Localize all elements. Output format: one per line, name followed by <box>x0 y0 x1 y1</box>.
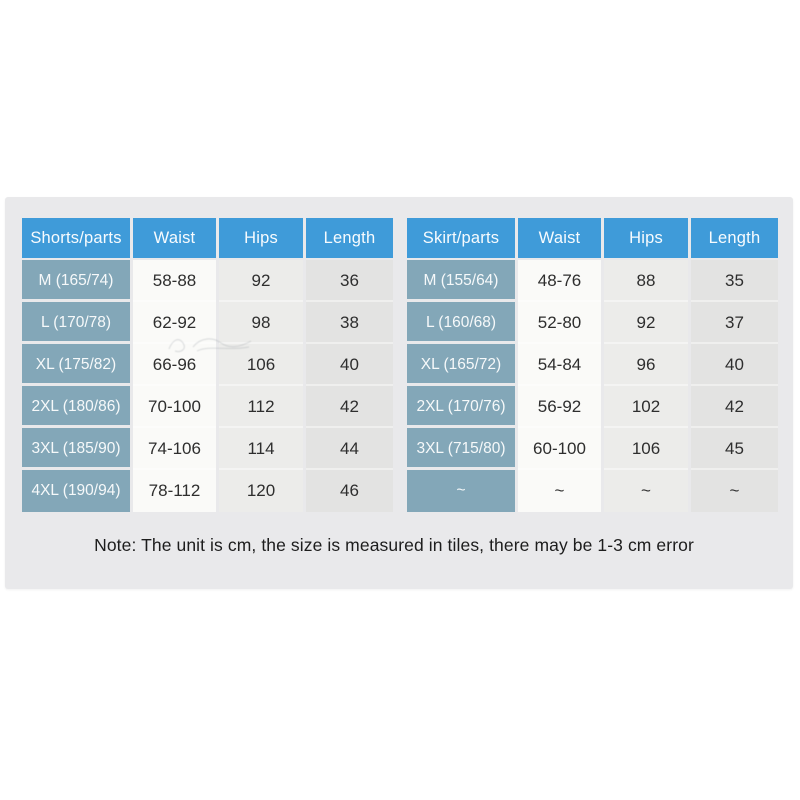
table-row <box>407 428 778 470</box>
watermark <box>163 331 258 357</box>
value-cell: 38 <box>306 302 393 344</box>
value-cell: 40 <box>691 344 778 386</box>
table-row <box>22 428 393 470</box>
column-header: Waist <box>133 218 216 258</box>
size-label-cell: XL (165/72) <box>407 344 515 386</box>
skirt-size-table <box>407 218 778 512</box>
value-cell: 106 <box>604 428 688 470</box>
column-header: Length <box>691 218 778 258</box>
value-cell: 112 <box>219 386 303 428</box>
column-header: Hips <box>604 218 688 258</box>
table-row <box>407 386 778 428</box>
value-cell: 66-96 <box>133 344 216 386</box>
table-row <box>22 260 393 302</box>
value-cell: 70-100 <box>133 386 216 428</box>
table-row <box>407 344 778 386</box>
value-cell: 37 <box>691 302 778 344</box>
size-chart-panel <box>5 197 793 589</box>
value-cell: 42 <box>306 386 393 428</box>
value-cell: 56-92 <box>518 386 601 428</box>
value-cell: 92 <box>604 302 688 344</box>
value-cell: 74-106 <box>133 428 216 470</box>
column-header: Hips <box>219 218 303 258</box>
size-label-cell: 3XL (185/90) <box>22 428 130 470</box>
value-cell: 78-112 <box>133 470 216 512</box>
value-cell: 106 <box>219 344 303 386</box>
value-cell: ~ <box>518 470 601 512</box>
value-cell: 52-80 <box>518 302 601 344</box>
value-cell: 62-92 <box>133 302 216 344</box>
value-cell: ~ <box>604 470 688 512</box>
size-label-cell: 2XL (170/76) <box>407 386 515 428</box>
size-label-cell: 4XL (190/94) <box>22 470 130 512</box>
size-label-cell: XL (175/82) <box>22 344 130 386</box>
column-header: Waist <box>518 218 601 258</box>
size-label-cell: M (155/64) <box>407 260 515 302</box>
column-header: Skirt/parts <box>407 218 515 258</box>
value-cell: 48-76 <box>518 260 601 302</box>
size-label-cell: ~ <box>407 470 515 512</box>
size-label-cell: M (165/74) <box>22 260 130 302</box>
table-row <box>407 302 778 344</box>
value-cell: 54-84 <box>518 344 601 386</box>
size-label-cell: L (160/68) <box>407 302 515 344</box>
value-cell: 42 <box>691 386 778 428</box>
value-cell: 40 <box>306 344 393 386</box>
value-cell: 102 <box>604 386 688 428</box>
column-header: Length <box>306 218 393 258</box>
value-cell: 92 <box>219 260 303 302</box>
table-header-row <box>407 218 778 258</box>
value-cell: 96 <box>604 344 688 386</box>
table-header-row <box>22 218 393 258</box>
table-row <box>407 260 778 302</box>
size-label-cell: 3XL (715/80) <box>407 428 515 470</box>
value-cell: 36 <box>306 260 393 302</box>
value-cell: 88 <box>604 260 688 302</box>
value-cell: 45 <box>691 428 778 470</box>
shorts-size-table <box>22 218 393 512</box>
table-row <box>22 386 393 428</box>
value-cell: 35 <box>691 260 778 302</box>
table-row <box>407 470 778 512</box>
value-cell: ~ <box>691 470 778 512</box>
value-cell: 98 <box>219 302 303 344</box>
size-note: Note: The unit is cm, the size is measured in tiles, there may be 1-3 cm error <box>94 535 694 555</box>
value-cell: 120 <box>219 470 303 512</box>
value-cell: 60-100 <box>518 428 601 470</box>
size-label-cell: L (170/78) <box>22 302 130 344</box>
table-row <box>22 470 393 512</box>
value-cell: 58-88 <box>133 260 216 302</box>
column-header: Shorts/parts <box>22 218 130 258</box>
value-cell: 114 <box>219 428 303 470</box>
size-label-cell: 2XL (180/86) <box>22 386 130 428</box>
value-cell: 46 <box>306 470 393 512</box>
value-cell: 44 <box>306 428 393 470</box>
